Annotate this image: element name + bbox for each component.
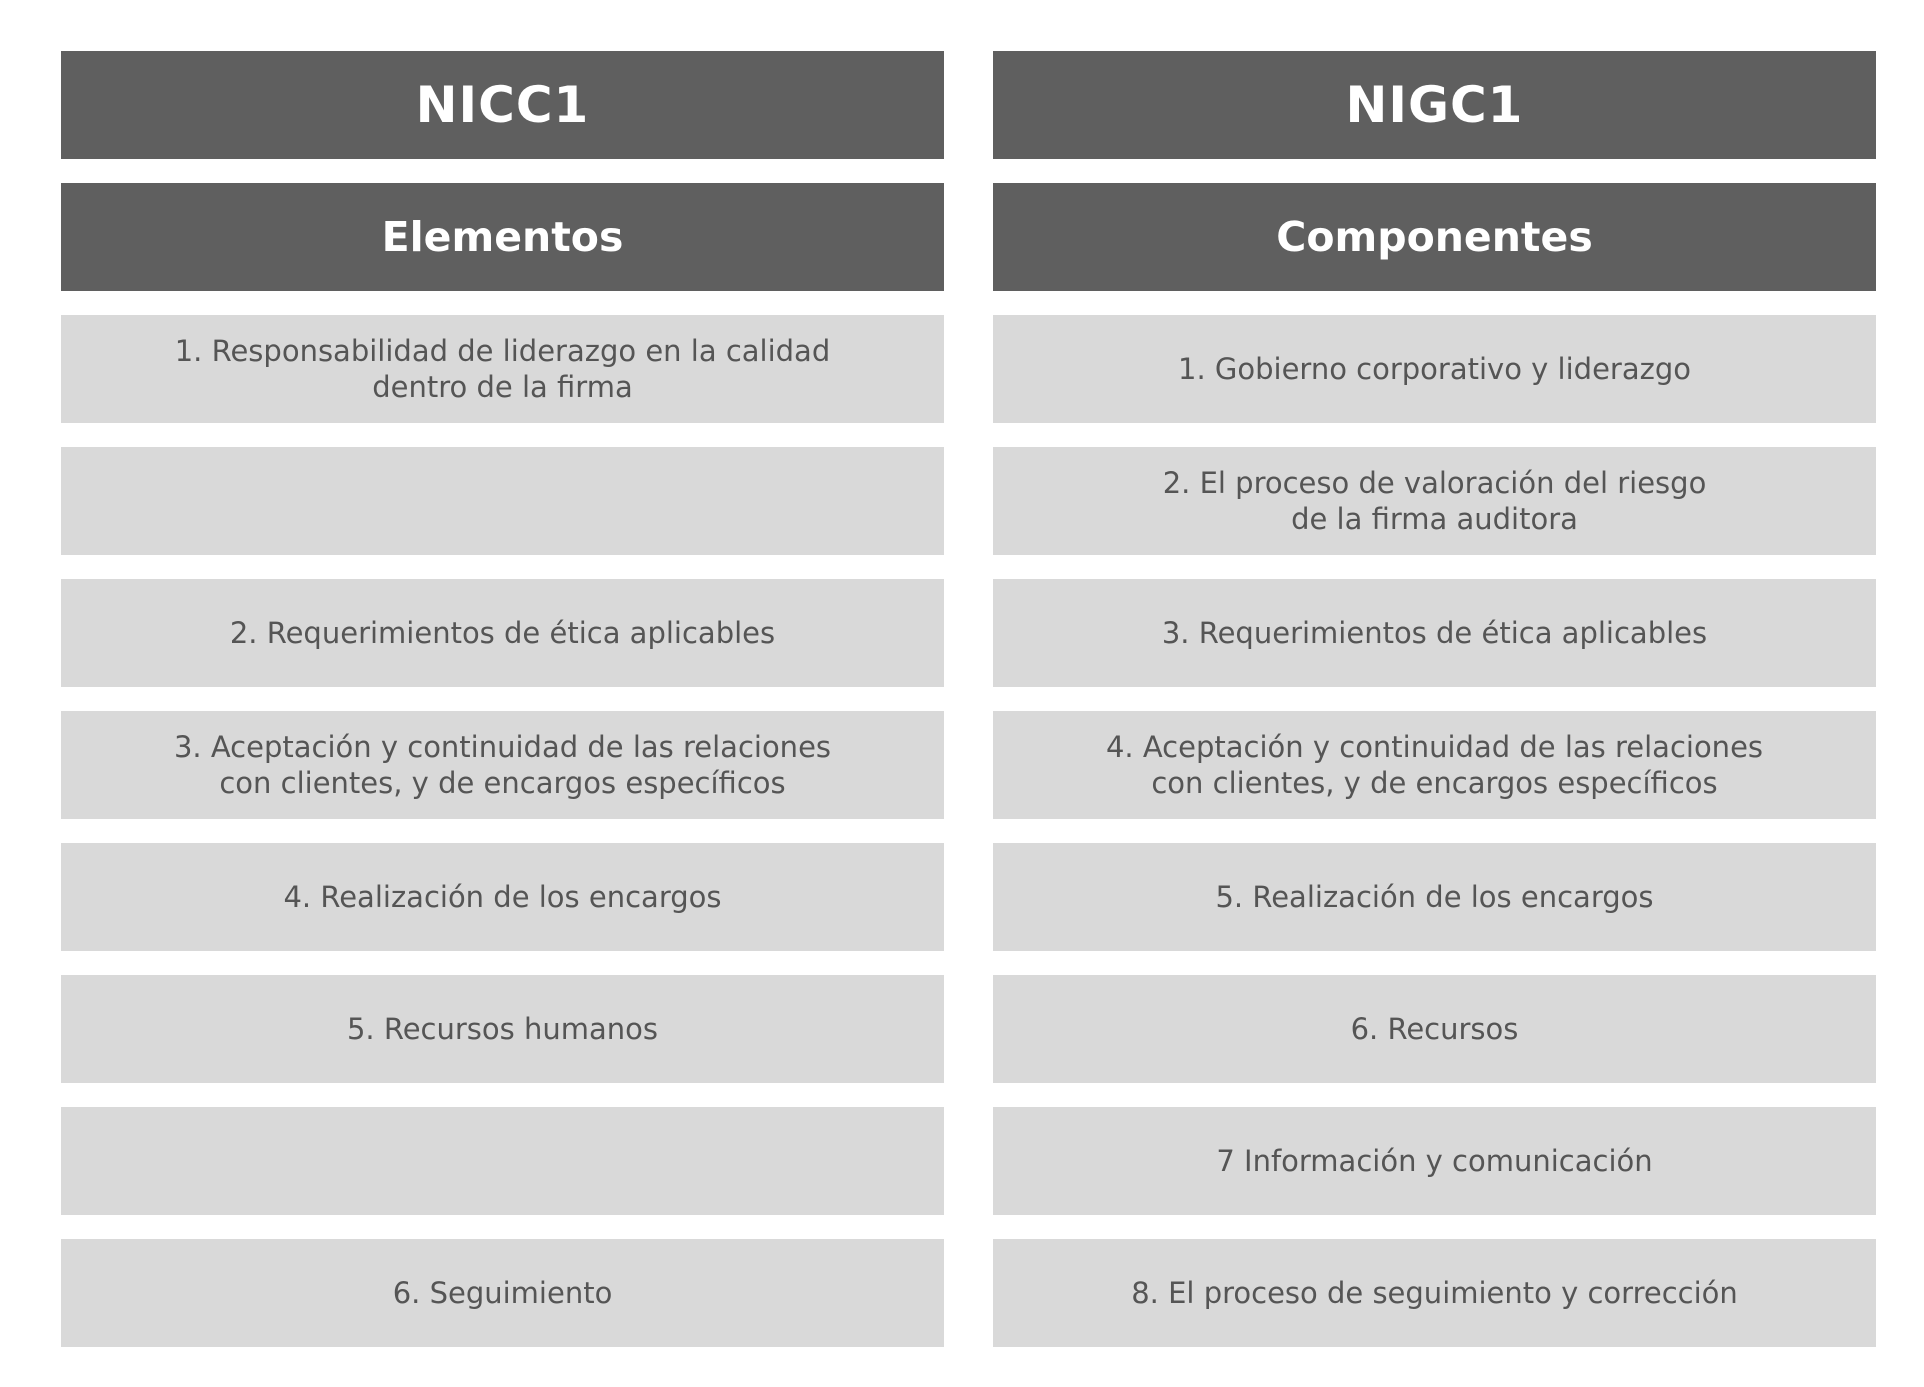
nigc1-item-8: 8. El proceso de seguimiento y corrección	[993, 1239, 1876, 1347]
nicc1-item-2: 2. Requerimientos de ética aplicables	[61, 579, 944, 687]
nicc1-column	[61, 51, 944, 1347]
nigc1-column	[993, 51, 1876, 1347]
nigc1-item-4: 4. Aceptación y continuidad de las relaciones con clientes, y de encargos específicos	[993, 711, 1876, 819]
nigc1-item-5: 5. Realización de los encargos	[993, 843, 1876, 951]
componentes-header: Componentes	[993, 183, 1876, 291]
nicc1-item-empty-1	[61, 447, 944, 555]
nigc1-item-1: 1. Gobierno corporativo y liderazgo	[993, 315, 1876, 423]
elementos-header: Elementos	[61, 183, 944, 291]
nigc1-item-7: 7 Información y comunicación	[993, 1107, 1876, 1215]
nigc1-item-2: 2. El proceso de valoración del riesgo de la firma auditora	[993, 447, 1876, 555]
nicc1-item-6: 6. Seguimiento	[61, 1239, 944, 1347]
nigc1-title: NIGC1	[993, 51, 1876, 159]
nicc1-item-4: 4. Realización de los encargos	[61, 843, 944, 951]
nicc1-item-3: 3. Aceptación y continuidad de las relaciones con clientes, y de encargos específicos	[61, 711, 944, 819]
nicc1-item-empty-2	[61, 1107, 944, 1215]
nicc1-title: NICC1	[61, 51, 944, 159]
nigc1-item-6: 6. Recursos	[993, 975, 1876, 1083]
nicc1-item-5: 5. Recursos humanos	[61, 975, 944, 1083]
nicc1-item-1: 1. Responsabilidad de liderazgo en la calidad dentro de la firma	[61, 315, 944, 423]
nigc1-item-3: 3. Requerimientos de ética aplicables	[993, 579, 1876, 687]
